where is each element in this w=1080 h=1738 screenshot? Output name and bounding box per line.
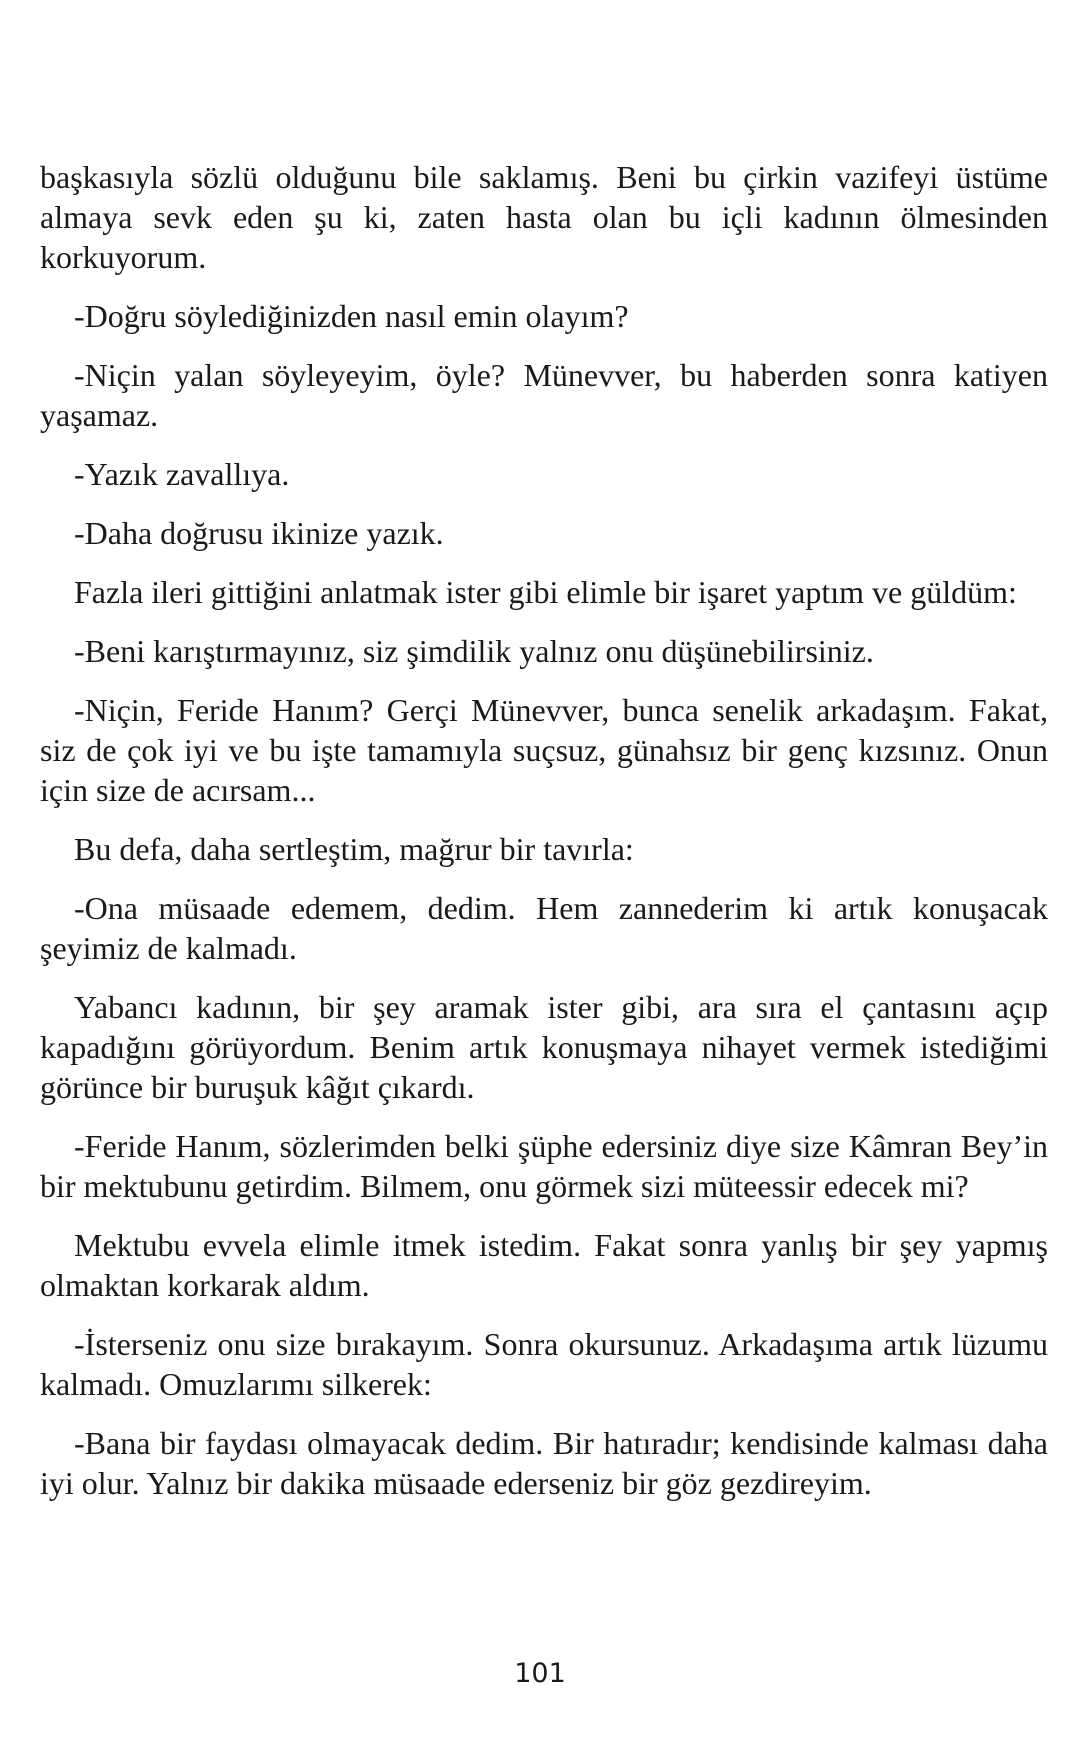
page-body [40,157,1048,1522]
paragraph: -Bana bir faydası olmayacak dedim. Bir hatıradır; kendisinde kalması daha iyi olur. Yalnız bir dakika müsaade ederseniz bir göz gezdireyim. [40,1425,1048,1501]
page-number: 101 [514,1658,566,1689]
paragraph: -Doğru söylediğinizden nasıl emin olayım? [74,298,629,334]
paragraph: Yabancı kadının, bir şey aramak ister gibi, ara sıra el çantasını açıp kapadığını görüyordum. Benim artık konuşmaya nihayet vermek istediğimi görünce bir buruşuk kâğıt çıkardı. [40,989,1048,1105]
paragraph: başkasıyla sözlü olduğunu bile saklamış. Beni bu çirkin vazifeyi üstüme almaya sevk eden şu ki, zaten hasta olan bu içli kadının ölmesinden korkuyorum. [40,159,1048,275]
paragraph: -Beni karıştırmayınız, siz şimdilik yalnız onu düşünebilirsiniz. [74,633,874,669]
paragraph: Bu defa, daha sertleştim, mağrur bir tavırla: [74,831,634,867]
paragraph: Mektubu evvela elimle itmek istedim. Fakat sonra yanlış bir şey yapmış olmaktan korkarak aldım. [40,1227,1048,1303]
paragraph: -Niçin yalan söyleyeyim, öyle? Münevver, bu haberden sonra katiyen yaşamaz. [40,357,1048,433]
paragraph: -Yazık zavallıya. [74,456,290,492]
paragraph: -Ona müsaade edemem, dedim. Hem zannederim ki artık konuşacak şeyimiz de kalmadı. [40,890,1048,966]
paragraph: -Daha doğrusu ikinize yazık. [74,515,444,551]
paragraph: -Niçin, Feride Hanım? Gerçi Münevver, bunca senelik arkadaşım. Fakat, siz de çok iyi ve bu işte tamamıyla suçsuz, günahsız bir genç kızsınız. Onun için size de acırsam... [40,692,1048,808]
paragraph: -Feride Hanım, sözlerimden belki şüphe edersiniz diye size Kâmran Bey’in bir mektubunu getirdim. Bilmem, onu görmek sizi müteessir edecek mi? [40,1128,1048,1204]
paragraph: -İsterseniz onu size bırakayım. Sonra okursunuz. Arkadaşıma artık lüzumu kalmadı. Omuzlarımı silkerek: [40,1326,1048,1402]
paragraph: Fazla ileri gittiğini anlatmak ister gibi elimle bir işaret yaptım ve güldüm: [74,574,1017,610]
